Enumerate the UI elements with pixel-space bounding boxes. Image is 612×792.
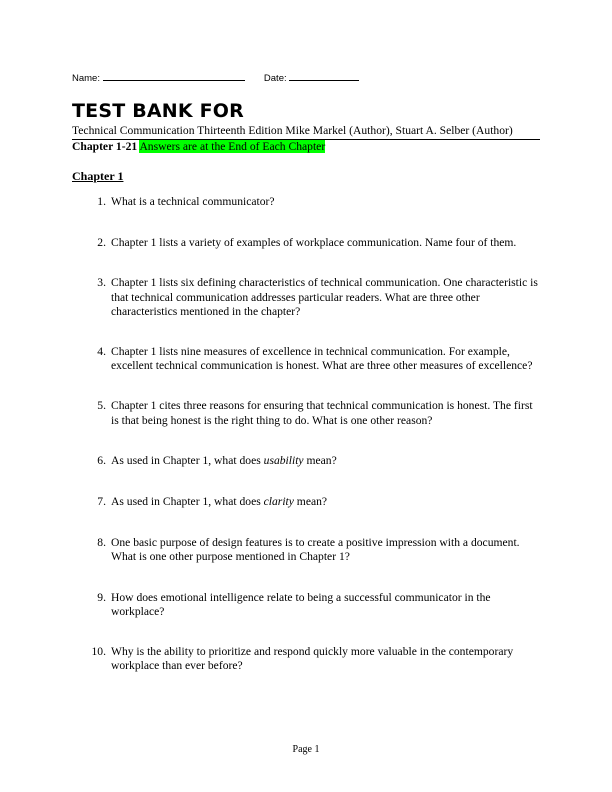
question-item — [72, 495, 542, 509]
question-number: 5. — [97, 399, 106, 413]
question-number: 3. — [97, 276, 106, 290]
question-text: As used in Chapter 1, what does clarity mean? — [111, 495, 328, 509]
question-item — [72, 645, 542, 673]
page-number: Page 1 — [292, 744, 320, 755]
question-item — [72, 454, 542, 468]
question-item — [72, 345, 542, 373]
question-number: 1. — [97, 195, 106, 208]
question-text: Why is the ability to prioritize and respond quickly more valuable in the contemporary workplace than ever before? — [111, 645, 514, 673]
chapters-label: Chapter 1-21 — [72, 140, 138, 153]
question-text: What is a technical communicator? — [111, 195, 275, 208]
question-item — [72, 536, 542, 564]
chapters-line — [72, 140, 325, 154]
answers-note: Answers are at the End of Each Chapter — [139, 140, 326, 153]
name-label: Name: — [72, 73, 100, 84]
question-text: How does emotional intelligence relate to being a successful communicator in the workplace? — [111, 590, 491, 618]
question-text: Chapter 1 lists nine measures of excellence in technical communication. For example, excellent technical communication is honest. What are three other measures of excellence? — [111, 345, 533, 373]
term-clarity: clarity — [263, 495, 294, 509]
question-text: Chapter 1 lists six defining characteristics of technical communication. One characteristic is that technical communication addresses particular readers. What are three other characteristics mentioned in the chapter? — [111, 276, 538, 318]
question-number: 9. — [97, 590, 106, 604]
book-subtitle: Technical Communication Thirteenth Edition Mike Markel (Author), Stuart A. Selber (Author) — [72, 124, 540, 140]
question-text: Chapter 1 lists a variety of examples of workplace communication. Name four of them. — [111, 236, 517, 250]
question-item — [72, 236, 542, 250]
question-item — [72, 276, 542, 319]
question-number: 7. — [97, 495, 106, 509]
question-item — [72, 195, 542, 209]
page-title: TEST BANK FOR — [72, 100, 244, 122]
date-blank — [289, 71, 359, 81]
question-number: 2. — [97, 236, 106, 250]
question-number: 6. — [97, 453, 106, 467]
section-heading: Chapter 1 — [72, 169, 124, 183]
name-blank — [103, 71, 245, 81]
question-text: Chapter 1 cites three reasons for ensuring that technical communication is honest. The first is that being honest is the right thing to do. What is one other reason? — [111, 399, 533, 427]
question-text: As used in Chapter 1, what does usability mean? — [111, 453, 337, 467]
question-list — [72, 195, 542, 673]
date-label: Date: — [263, 73, 287, 84]
term-usability: usability — [263, 453, 304, 467]
question-number: 8. — [97, 536, 106, 550]
question-text: One basic purpose of design features is to create a positive impression with a document. What is one other purpose mentioned in Chapter 1? — [111, 536, 520, 564]
question-item — [72, 591, 542, 619]
question-number: 10. — [91, 645, 106, 659]
header-fields — [72, 71, 359, 84]
question-number: 4. — [97, 345, 106, 359]
question-item — [72, 399, 542, 427]
